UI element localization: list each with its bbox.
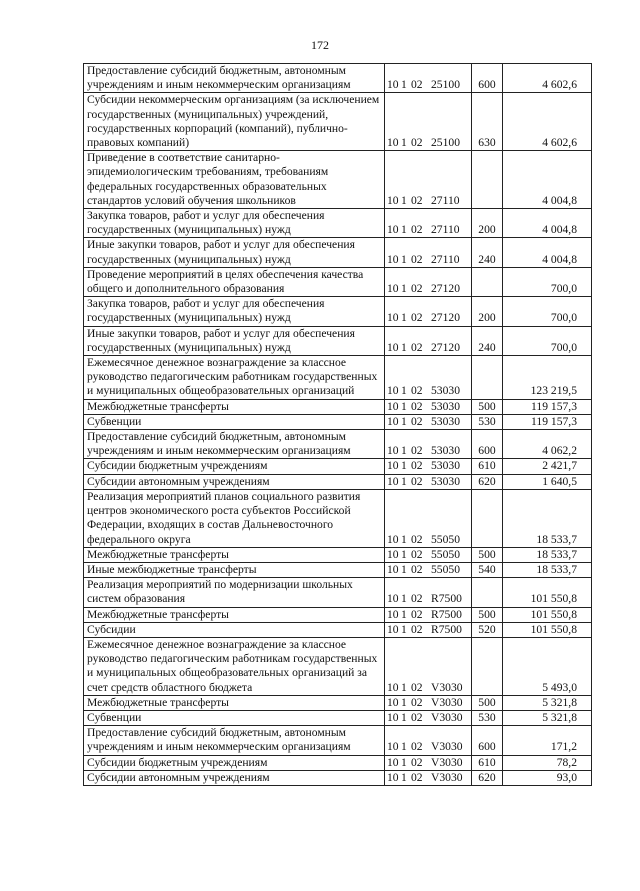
code-pr: 1 (401, 755, 407, 769)
code-cs2: 27110 (431, 223, 460, 237)
row-amount: 5 321,8 (503, 710, 592, 725)
row-code (385, 726, 472, 755)
row-amount: 700,0 (503, 297, 592, 326)
row-vr: 530 (472, 414, 503, 429)
code-cs2: 55050 (431, 562, 460, 576)
code-rz: 10 (387, 474, 399, 488)
row-vr: 600 (472, 726, 503, 755)
row-code (385, 459, 472, 474)
table-row (84, 562, 592, 577)
table-row (84, 710, 592, 725)
code-cs2: V3030 (431, 710, 463, 724)
table-row (84, 489, 592, 547)
code-cs1: 02 (411, 223, 423, 237)
row-amount: 101 550,8 (503, 578, 592, 607)
row-name: Закупка товаров, работ и услуг для обеспечения государственных (муниципальных) нужд (84, 209, 385, 238)
code-cs1: 02 (411, 78, 423, 92)
code-cs2: 27110 (431, 193, 460, 207)
table-row (84, 93, 592, 151)
code-cs1: 02 (411, 740, 423, 754)
code-pr: 1 (401, 770, 407, 784)
row-vr: 600 (472, 64, 503, 93)
row-name: Предоставление субсидий бюджетным, автономным учреждениям и иным некоммерческим организациям (84, 430, 385, 459)
row-name: Приведение в соответствие санитарно-эпидемиологическим требованиям, требованиям федеральных государственных образовательных стандартов условий обучения школьников (84, 151, 385, 209)
code-cs1: 02 (411, 474, 423, 488)
code-cs2: 25100 (431, 136, 460, 150)
row-amount: 4 602,6 (503, 93, 592, 151)
table-row (84, 267, 592, 296)
row-vr: 630 (472, 93, 503, 151)
code-cs2: 53030 (431, 444, 460, 458)
code-cs2: R7500 (431, 622, 462, 636)
row-code (385, 356, 472, 400)
table-row (84, 726, 592, 755)
row-vr: 530 (472, 710, 503, 725)
row-name: Субсидии некоммерческим организациям (за исключением государственных (муниципальных) учреждений, государственных корпораций (компаний), публично-правовых компаний) (84, 93, 385, 151)
code-cs2: 25100 (431, 78, 460, 92)
row-amount: 4 004,8 (503, 151, 592, 209)
row-code (385, 414, 472, 429)
row-name: Иные межбюджетные трансферты (84, 562, 385, 577)
code-pr: 1 (401, 592, 407, 606)
row-name: Субсидии автономным учреждениям (84, 770, 385, 785)
code-pr: 1 (401, 710, 407, 724)
code-cs1: 02 (411, 459, 423, 473)
row-name: Иные закупки товаров, работ и услуг для обеспечения государственных (муниципальных) нужд (84, 326, 385, 355)
row-name: Субсидии бюджетным учреждениям (84, 459, 385, 474)
code-cs1: 02 (411, 136, 423, 150)
row-code (385, 399, 472, 414)
code-rz: 10 (387, 136, 399, 150)
code-cs1: 02 (411, 414, 423, 428)
row-name: Субсидии бюджетным учреждениям (84, 755, 385, 770)
table-row (84, 474, 592, 489)
code-cs1: 02 (411, 282, 423, 296)
row-amount: 18 533,7 (503, 489, 592, 547)
row-vr (472, 637, 503, 695)
row-code (385, 238, 472, 267)
code-rz: 10 (387, 193, 399, 207)
row-vr (472, 356, 503, 400)
code-rz: 10 (387, 444, 399, 458)
code-cs1: 02 (411, 340, 423, 354)
table-row (84, 430, 592, 459)
table-row (84, 356, 592, 400)
row-name: Субвенции (84, 414, 385, 429)
code-cs2: 27120 (431, 340, 460, 354)
row-name: Предоставление субсидий бюджетным, автономным учреждениям и иным некоммерческим организациям (84, 726, 385, 755)
row-code (385, 607, 472, 622)
code-pr: 1 (401, 340, 407, 354)
code-pr: 1 (401, 444, 407, 458)
row-vr (472, 489, 503, 547)
code-pr: 1 (401, 282, 407, 296)
table-row (84, 297, 592, 326)
row-name: Межбюджетные трансферты (84, 547, 385, 562)
row-name: Реализация мероприятий планов социального развития центров экономического роста субъектов Российской Федерации, входящих в состав Дальневосточного федерального округа (84, 489, 385, 547)
row-vr: 620 (472, 770, 503, 785)
code-cs1: 02 (411, 384, 423, 398)
table-row (84, 399, 592, 414)
code-cs1: 02 (411, 193, 423, 207)
row-amount: 18 533,7 (503, 547, 592, 562)
row-code (385, 637, 472, 695)
code-cs1: 02 (411, 755, 423, 769)
row-name: Субсидии (84, 622, 385, 637)
row-amount: 119 157,3 (503, 414, 592, 429)
row-name: Предоставление субсидий бюджетным, автономным учреждениям и иным некоммерческим организациям (84, 64, 385, 93)
row-name: Ежемесячное денежное вознаграждение за классное руководство педагогическим работникам государственных и муниципальных общеобразовательных организаций за счет средств областного бюджета (84, 637, 385, 695)
row-amount: 5 493,0 (503, 637, 592, 695)
code-cs2: 53030 (431, 384, 460, 398)
row-vr: 240 (472, 326, 503, 355)
row-code (385, 474, 472, 489)
row-vr: 200 (472, 297, 503, 326)
code-cs2: R7500 (431, 592, 462, 606)
code-rz: 10 (387, 592, 399, 606)
code-rz: 10 (387, 532, 399, 546)
row-code (385, 430, 472, 459)
row-vr: 500 (472, 607, 503, 622)
code-cs2: V3030 (431, 755, 463, 769)
row-code (385, 267, 472, 296)
code-cs2: V3030 (431, 680, 463, 694)
code-cs1: 02 (411, 607, 423, 621)
code-pr: 1 (401, 680, 407, 694)
row-vr (472, 151, 503, 209)
code-cs2: 53030 (431, 474, 460, 488)
table-row (84, 238, 592, 267)
row-amount: 4 062,2 (503, 430, 592, 459)
row-amount: 101 550,8 (503, 622, 592, 637)
row-code (385, 622, 472, 637)
code-rz: 10 (387, 710, 399, 724)
code-rz: 10 (387, 740, 399, 754)
row-amount: 1 640,5 (503, 474, 592, 489)
table-row (84, 607, 592, 622)
row-name: Проведение мероприятий в целях обеспечения качества общего и дополнительного образования (84, 267, 385, 296)
code-cs1: 02 (411, 532, 423, 546)
row-name: Реализация мероприятий по модернизации школьных систем образования (84, 578, 385, 607)
table-row (84, 459, 592, 474)
row-amount: 5 321,8 (503, 695, 592, 710)
code-pr: 1 (401, 459, 407, 473)
code-rz: 10 (387, 223, 399, 237)
row-vr: 610 (472, 459, 503, 474)
code-pr: 1 (401, 474, 407, 488)
code-cs1: 02 (411, 562, 423, 576)
code-pr: 1 (401, 414, 407, 428)
row-amount: 4 004,8 (503, 238, 592, 267)
code-cs1: 02 (411, 770, 423, 784)
code-pr: 1 (401, 78, 407, 92)
table-row (84, 695, 592, 710)
code-cs1: 02 (411, 622, 423, 636)
row-code (385, 578, 472, 607)
code-rz: 10 (387, 282, 399, 296)
budget-table (83, 63, 592, 786)
row-code (385, 209, 472, 238)
row-vr: 500 (472, 399, 503, 414)
row-code (385, 326, 472, 355)
code-rz: 10 (387, 459, 399, 473)
code-rz: 10 (387, 695, 399, 709)
code-cs2: V3030 (431, 740, 463, 754)
code-pr: 1 (401, 532, 407, 546)
code-cs1: 02 (411, 710, 423, 724)
row-vr: 240 (472, 238, 503, 267)
table-row (84, 414, 592, 429)
row-vr: 500 (472, 547, 503, 562)
row-amount: 4 602,6 (503, 64, 592, 93)
row-code (385, 770, 472, 785)
table-row (84, 326, 592, 355)
code-pr: 1 (401, 193, 407, 207)
code-pr: 1 (401, 252, 407, 266)
row-code (385, 547, 472, 562)
code-cs2: 27120 (431, 282, 460, 296)
row-amount: 171,2 (503, 726, 592, 755)
code-rz: 10 (387, 607, 399, 621)
code-pr: 1 (401, 695, 407, 709)
row-code (385, 151, 472, 209)
row-amount: 101 550,8 (503, 607, 592, 622)
code-cs1: 02 (411, 695, 423, 709)
row-code (385, 710, 472, 725)
table-row (84, 64, 592, 93)
table-row (84, 755, 592, 770)
code-cs1: 02 (411, 399, 423, 413)
row-code (385, 755, 472, 770)
row-code (385, 297, 472, 326)
code-pr: 1 (401, 740, 407, 754)
row-code (385, 64, 472, 93)
code-cs1: 02 (411, 311, 423, 325)
row-vr: 620 (472, 474, 503, 489)
code-pr: 1 (401, 384, 407, 398)
code-cs2: 53030 (431, 459, 460, 473)
code-cs2: V3030 (431, 695, 463, 709)
row-vr: 540 (472, 562, 503, 577)
table-row (84, 151, 592, 209)
code-rz: 10 (387, 384, 399, 398)
row-vr (472, 578, 503, 607)
code-rz: 10 (387, 622, 399, 636)
code-rz: 10 (387, 311, 399, 325)
row-vr: 520 (472, 622, 503, 637)
code-cs2: 53030 (431, 399, 460, 413)
row-code (385, 562, 472, 577)
code-rz: 10 (387, 399, 399, 413)
row-vr: 200 (472, 209, 503, 238)
row-vr (472, 267, 503, 296)
row-name: Межбюджетные трансферты (84, 607, 385, 622)
code-rz: 10 (387, 755, 399, 769)
code-cs1: 02 (411, 252, 423, 266)
row-amount: 700,0 (503, 267, 592, 296)
table-row (84, 637, 592, 695)
code-cs1: 02 (411, 680, 423, 694)
code-rz: 10 (387, 562, 399, 576)
code-pr: 1 (401, 399, 407, 413)
row-amount: 2 421,7 (503, 459, 592, 474)
code-cs2: R7500 (431, 607, 462, 621)
row-amount: 4 004,8 (503, 209, 592, 238)
code-rz: 10 (387, 78, 399, 92)
row-vr: 610 (472, 755, 503, 770)
code-rz: 10 (387, 414, 399, 428)
row-name: Субсидии автономным учреждениям (84, 474, 385, 489)
code-cs2: 55050 (431, 532, 460, 546)
row-amount: 700,0 (503, 326, 592, 355)
code-pr: 1 (401, 311, 407, 325)
row-name: Субвенции (84, 710, 385, 725)
code-cs2: 53030 (431, 414, 460, 428)
code-rz: 10 (387, 680, 399, 694)
row-vr: 600 (472, 430, 503, 459)
row-code (385, 93, 472, 151)
code-cs1: 02 (411, 592, 423, 606)
code-pr: 1 (401, 547, 407, 561)
table-row (84, 578, 592, 607)
table-row (84, 770, 592, 785)
row-code (385, 695, 472, 710)
code-rz: 10 (387, 770, 399, 784)
code-cs1: 02 (411, 444, 423, 458)
code-rz: 10 (387, 547, 399, 561)
code-rz: 10 (387, 340, 399, 354)
code-cs2: 27110 (431, 252, 460, 266)
code-pr: 1 (401, 622, 407, 636)
row-name: Закупка товаров, работ и услуг для обеспечения государственных (муниципальных) нужд (84, 297, 385, 326)
code-cs2: 55050 (431, 547, 460, 561)
code-cs2: 27120 (431, 311, 460, 325)
code-rz: 10 (387, 252, 399, 266)
code-cs2: V3030 (431, 770, 463, 784)
row-name: Межбюджетные трансферты (84, 399, 385, 414)
row-name: Иные закупки товаров, работ и услуг для обеспечения государственных (муниципальных) нужд (84, 238, 385, 267)
row-vr: 500 (472, 695, 503, 710)
table-row (84, 209, 592, 238)
code-cs1: 02 (411, 547, 423, 561)
row-amount: 93,0 (503, 770, 592, 785)
row-name: Межбюджетные трансферты (84, 695, 385, 710)
row-amount: 78,2 (503, 755, 592, 770)
table-row (84, 622, 592, 637)
row-amount: 119 157,3 (503, 399, 592, 414)
row-code (385, 489, 472, 547)
table-row (84, 547, 592, 562)
code-pr: 1 (401, 607, 407, 621)
row-amount: 18 533,7 (503, 562, 592, 577)
row-amount: 123 219,5 (503, 356, 592, 400)
code-pr: 1 (401, 223, 407, 237)
code-pr: 1 (401, 136, 407, 150)
code-pr: 1 (401, 562, 407, 576)
row-name: Ежемесячное денежное вознаграждение за классное руководство педагогическим работникам государственных и муниципальных общеобразовательных организаций (84, 356, 385, 400)
page-number: 172 (311, 38, 329, 52)
